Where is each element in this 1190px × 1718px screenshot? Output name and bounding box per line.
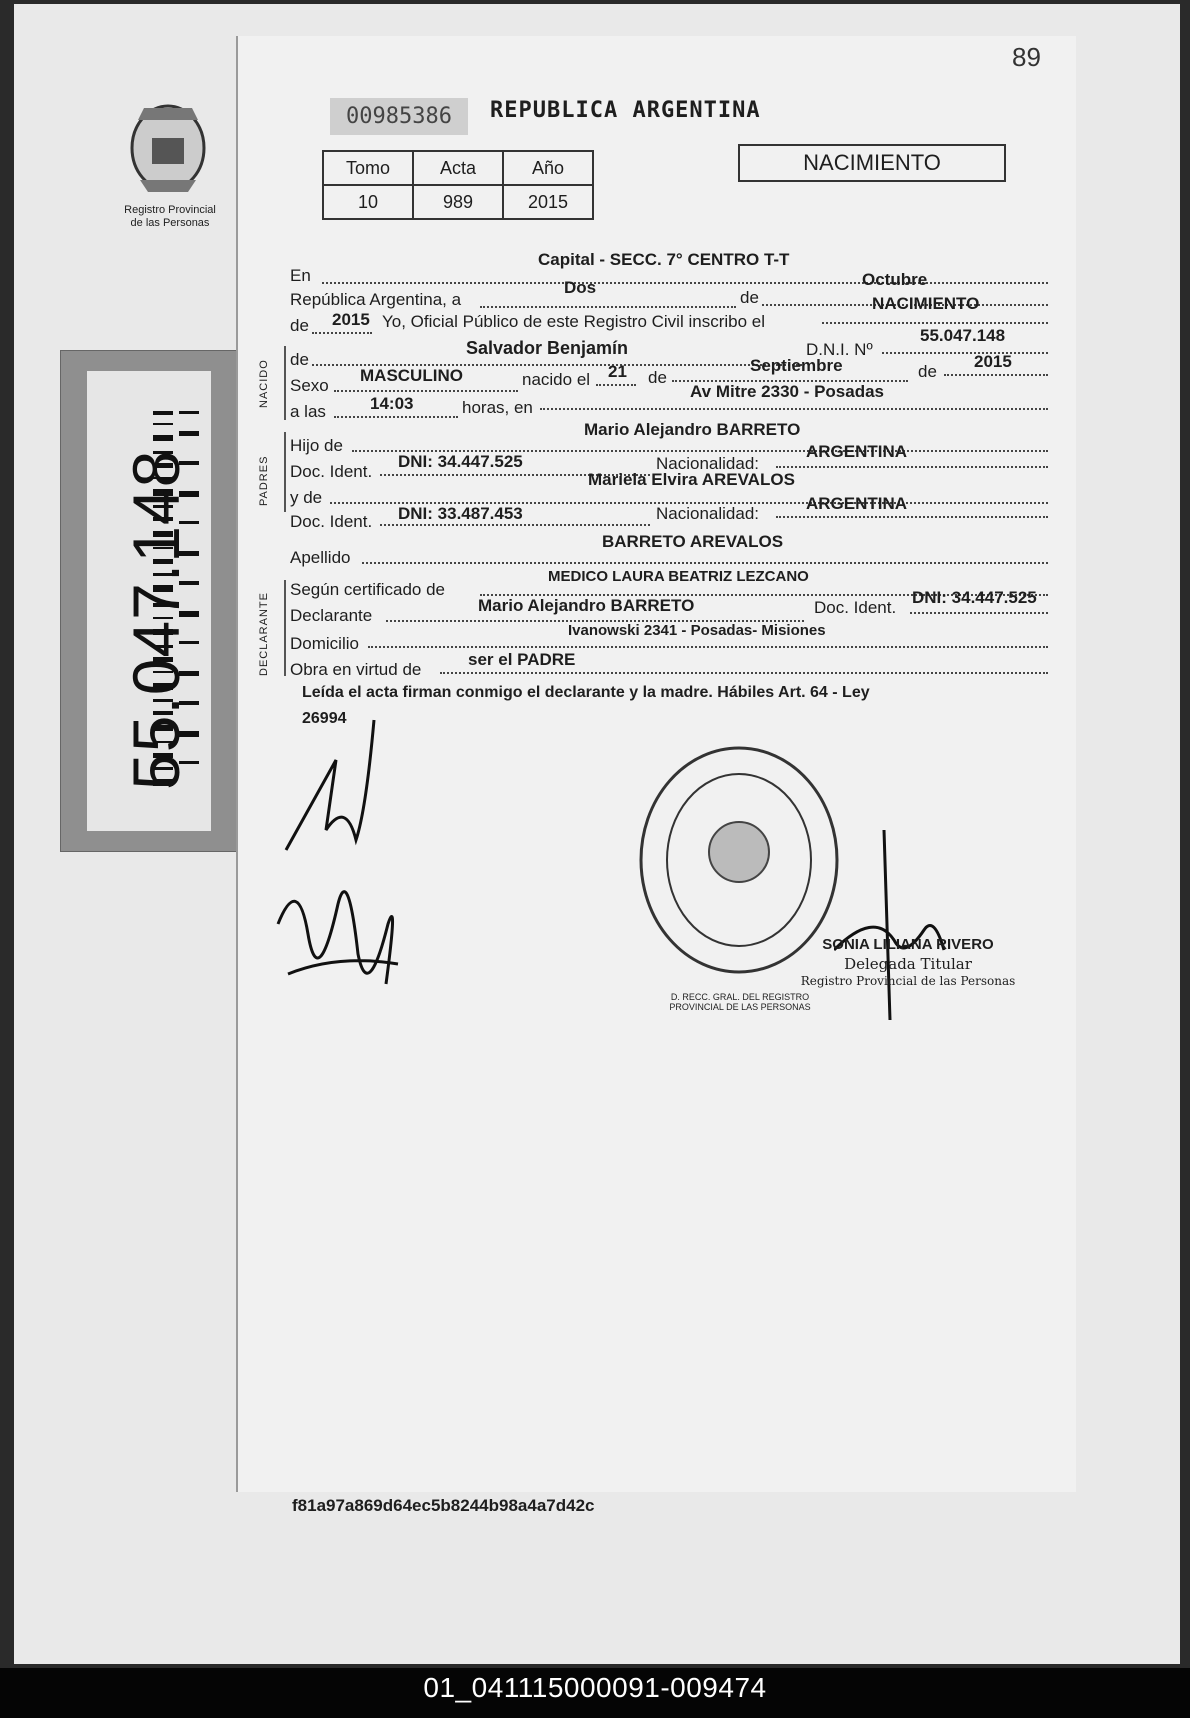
province-seal-icon (118, 98, 218, 198)
dotted-line (380, 524, 650, 526)
field-nac-anio: 2015 (974, 352, 1012, 371)
country-heading: REPUBLICA ARGENTINA (490, 98, 761, 123)
barcode-number: 55.047.148 (119, 449, 193, 790)
dotted-line (334, 390, 518, 392)
label-apellido: Apellido (290, 548, 351, 567)
register-header-row (323, 151, 593, 185)
closing-line1: Leída el acta firman conmigo el declarante y la madre. Hábiles Art. 64 - Ley (302, 684, 870, 701)
officer-office: Registro Provincial de las Personas (800, 973, 1016, 988)
section-divider (284, 346, 286, 420)
field-anio: 2015 (332, 310, 370, 329)
label-declarante: Declarante (290, 606, 373, 625)
label-nacionalidad-2: Nacionalidad: (656, 504, 760, 523)
registry-logo-line2: de las Personas (130, 217, 210, 230)
label-nacido-el: nacido el (522, 370, 591, 389)
label-doc-ident-1: Doc. Ident. (290, 462, 373, 481)
section-label-nacido: NACIDO (258, 359, 270, 408)
scan-footer-id: 01_041115000091-009474 (423, 1672, 767, 1703)
label-segun: Según certificado de (290, 580, 445, 599)
field-padre: Mario Alejandro BARRETO (584, 420, 801, 439)
label-doc-ident-3: Doc. Ident. (814, 598, 897, 617)
dotted-line (334, 416, 458, 418)
label-sexo: Sexo (290, 376, 329, 395)
label-de-name: de (290, 350, 309, 369)
dotted-line (910, 612, 1048, 614)
label-de-year: de (918, 362, 937, 381)
field-padre-nac: ARGENTINA (806, 442, 908, 461)
field-dni: 55.047.148 (920, 326, 1006, 345)
field-lugar-nac: Av Mitre 2330 - Posadas (690, 382, 885, 401)
field-domicilio: Ivanowski 2341 - Posadas- Misiones (568, 622, 826, 639)
signature-madre (268, 864, 408, 1014)
register-header: Acta (413, 151, 503, 185)
field-sexo: MASCULINO (360, 366, 463, 385)
dotted-line (368, 646, 1048, 648)
dotted-line (440, 672, 1048, 674)
officer-name: SONIA LILIANA RIVERO (822, 936, 994, 953)
field-dia: Dos (564, 278, 597, 297)
label-domicilio: Domicilio (290, 634, 359, 653)
dotted-line (312, 332, 372, 334)
label-republica: República Argentina, a (290, 290, 462, 309)
dotted-line (776, 516, 1048, 518)
serial-number: 00985386 (330, 98, 468, 135)
dotted-line (596, 384, 636, 386)
field-madre-nac: ARGENTINA (806, 494, 908, 513)
field-hora: 14:03 (370, 394, 414, 413)
dotted-line (822, 322, 1048, 324)
field-nac-mes: Septiembre (750, 356, 843, 375)
label-horas-en: horas, en (462, 398, 533, 417)
dotted-line (540, 408, 1048, 410)
register-value-row (323, 185, 593, 219)
field-nac-dia: 21 (608, 362, 627, 381)
section-divider (284, 580, 286, 676)
field-apellido: BARRETO AREVALOS (602, 532, 784, 551)
stamp-ring-text: D. RECC. GRAL. DEL REGISTRO PROVINCIAL DE LAS PERSONAS (669, 992, 811, 1012)
register-header: Año (503, 151, 593, 185)
label-doc-ident-2: Doc. Ident. (290, 512, 373, 531)
label-en: En (290, 266, 311, 285)
field-lugar: Capital - SECC. 7° CENTRO T-T (538, 250, 790, 269)
field-inscribe: NACIMIENTO (872, 294, 980, 313)
document-hash: f81a97a869d64ec5b8244b98a4a7d42c (292, 1496, 595, 1515)
officer-stamp (788, 936, 1028, 989)
field-obra: ser el PADRE (468, 650, 576, 669)
dotted-line (776, 466, 1048, 468)
register-table (322, 150, 594, 220)
field-madre-doc: DNI: 33.487.453 (398, 504, 523, 523)
page-number: 89 (1012, 42, 1041, 72)
label-de2: de (290, 316, 309, 335)
label-obra: Obra en virtud de (290, 660, 422, 679)
register-value: 989 (413, 185, 503, 219)
dotted-line (322, 282, 1048, 284)
officer-title: Delegada Titular (844, 954, 972, 973)
dotted-line (480, 306, 736, 308)
label-dni: D.N.I. Nº (806, 340, 873, 359)
signature-declarante (276, 700, 386, 860)
label-yo: Yo, Oficial Público de este Registro Civil inscribo el (382, 312, 765, 331)
label-de-month: de (648, 368, 667, 387)
field-certificado: MEDICO LAURA BEATRIZ LEZCANO (548, 568, 809, 585)
section-label-declarante: DECLARANTE (258, 592, 270, 676)
field-madre: Mariela Elvira AREVALOS (588, 470, 795, 489)
dotted-line (944, 374, 1048, 376)
closing-line2: 26994 (302, 710, 347, 727)
section-divider (284, 432, 286, 512)
dotted-line (362, 562, 1048, 564)
field-nombre: Salvador Benjamín (466, 338, 629, 358)
register-header: Tomo (323, 151, 413, 185)
label-y-de: y de (290, 488, 323, 507)
registry-logo-line1: Registro Provincial (124, 204, 216, 216)
label-hijo-de: Hijo de (290, 436, 343, 455)
label-de: de (740, 288, 759, 307)
section-label-padres: PADRES (258, 455, 270, 506)
registry-logo-text (100, 204, 240, 230)
field-mes: Octubre (862, 270, 928, 289)
field-padre-doc: DNI: 34.447.525 (398, 452, 523, 471)
field-declarante: Mario Alejandro BARRETO (478, 596, 695, 615)
dotted-line (882, 352, 1048, 354)
field-declarante-doc: DNI: 34.447.525 (912, 588, 1037, 607)
signature-officer (834, 820, 954, 1030)
register-value: 10 (323, 185, 413, 219)
register-value: 2015 (503, 185, 593, 219)
act-type-box: NACIMIENTO (738, 144, 1006, 182)
label-a-las: a las (290, 402, 326, 421)
label-nacionalidad-1: Nacionalidad: (656, 454, 760, 473)
